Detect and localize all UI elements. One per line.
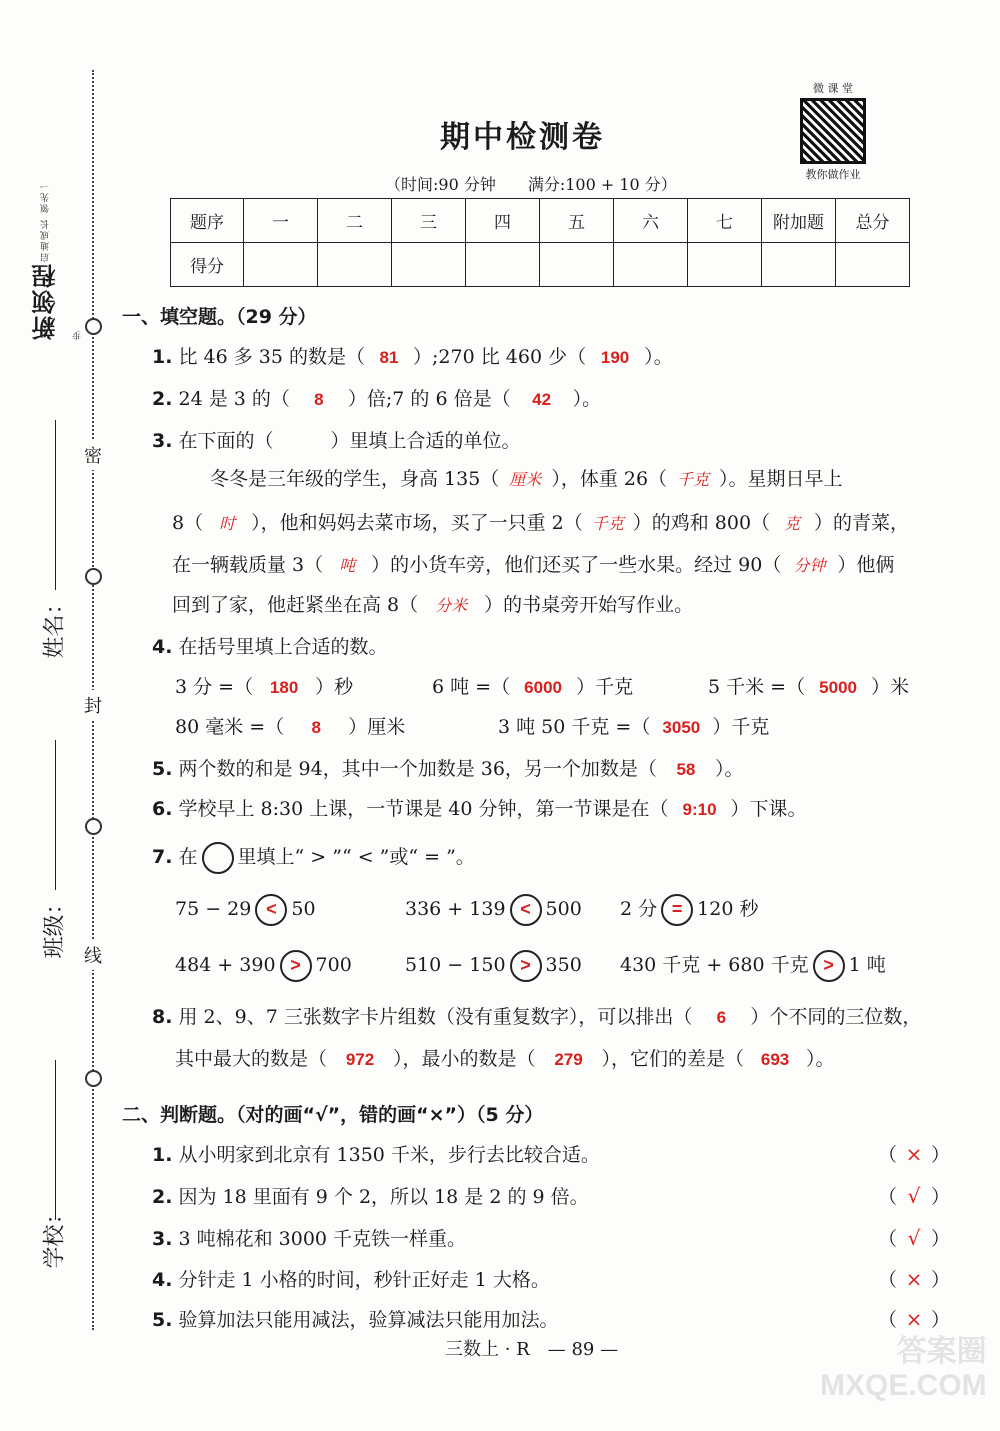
score-cell[interactable] xyxy=(540,243,614,287)
answer-blank[interactable]: 千克 xyxy=(591,514,624,533)
answer-blank[interactable]: 279 xyxy=(554,1050,583,1069)
compare-circle[interactable]: > xyxy=(813,950,845,982)
answer-blank[interactable]: 3050 xyxy=(662,718,701,737)
question-1-8: 8. 用 2、9、7 三张数字卡片组数（没有重复数字），可以排出（ 6 ）个不同的三位数， xyxy=(152,1006,922,1028)
score-header-cell: 总分 xyxy=(836,199,910,243)
answer-blank[interactable]: 190 xyxy=(600,348,630,367)
qr-code[interactable] xyxy=(800,80,866,181)
question-1-4: 4. 在括号里填上合适的数。 xyxy=(152,636,388,658)
answer-blank[interactable]: 5000 xyxy=(819,678,857,697)
page-title: 期中检测卷 xyxy=(440,120,605,155)
score-cell[interactable] xyxy=(688,243,762,287)
judge-answer: （ √ ） xyxy=(878,1226,951,1250)
answer-blank[interactable]: 693 xyxy=(760,1050,790,1069)
judge-mark[interactable]: × xyxy=(905,1267,923,1291)
judge-item: 3. 3 吨棉花和 3000 千克铁一样重。 xyxy=(152,1228,467,1250)
qr-code-icon xyxy=(800,98,866,164)
class-fill-line[interactable] xyxy=(55,740,56,890)
question-1-3-line2: 8（ 时 ），他和妈妈去菜市场，买了一只重 2（ 千克 ）的鸡和 800（ 克 ）的青菜， xyxy=(172,512,910,534)
binding-hole-4 xyxy=(85,1070,102,1087)
judge-mark[interactable]: × xyxy=(905,1142,923,1166)
compare-circle[interactable]: = xyxy=(661,894,693,926)
score-table xyxy=(170,198,910,287)
judge-mark[interactable]: √ xyxy=(907,1226,921,1250)
judge-answer: （ × ） xyxy=(878,1142,951,1166)
conversion-item: 6 吨 =（ 6000 ）千克 xyxy=(432,676,634,698)
answer-blank[interactable]: 81 xyxy=(379,348,399,367)
answer-blank[interactable]: 分钟 xyxy=(793,556,826,575)
answer-blank[interactable]: 分米 xyxy=(435,596,468,615)
compare-circle[interactable]: > xyxy=(510,950,542,982)
question-1-3-line3: 在一辆载质量 3（ 吨 ）的小货车旁，他们还买了一些水果。经过 90（ 分钟 ）他俩 xyxy=(172,554,895,576)
answer-blank[interactable]: 千克 xyxy=(677,470,710,489)
answer-blank[interactable]: 厘米 xyxy=(509,470,542,489)
answer-blank[interactable]: 时 xyxy=(219,514,236,533)
compare-circle[interactable]: > xyxy=(280,950,312,982)
score-header-cell: 题序 xyxy=(171,199,244,243)
score-header-cell: 二 xyxy=(318,199,392,243)
score-table-score-row xyxy=(171,243,910,287)
conversion-item: 3 吨 50 千克 =（ 3050 ）千克 xyxy=(498,716,770,738)
exam-info: （时间:90 分钟 满分:100 + 10 分） xyxy=(385,175,677,194)
score-cell[interactable] xyxy=(762,243,836,287)
page-footer: 三数上 · R — 89 — xyxy=(445,1339,619,1360)
question-1-2: 2. 24 是 3 的（ 8 ）倍;7 的 6 倍是（ 42 ）。 xyxy=(152,388,602,410)
question-1-6: 6. 学校早上 8:30 上课，一节课是 40 分钟，第一节课是在（ 9:10 ）下课。 xyxy=(152,798,807,820)
seal-char-xian: 线 xyxy=(84,940,102,970)
compare-item: 2 分 = 120 秒 xyxy=(620,894,758,926)
compare-item: 75 − 29 < 50 xyxy=(175,894,316,926)
answer-blank[interactable]: 972 xyxy=(345,1050,375,1069)
score-header-cell: 五 xyxy=(540,199,614,243)
qr-bottom-label: 教你做作业 xyxy=(805,168,861,181)
answer-blank[interactable]: 克 xyxy=(784,514,801,533)
score-cell[interactable] xyxy=(392,243,466,287)
compare-item: 336 + 139 < 500 xyxy=(405,894,582,926)
conversion-item: 3 分 =（ 180 ）秒 xyxy=(175,676,354,698)
answer-blank[interactable]: 58 xyxy=(676,760,696,779)
answer-blank[interactable]: 吨 xyxy=(339,556,356,575)
score-table-header-row xyxy=(171,199,910,243)
answer-blank[interactable]: 6 xyxy=(716,1008,727,1027)
watermark: 答案圈 MXQE.COM xyxy=(820,1335,987,1402)
section2-heading: 二、判断题。（对的画“√”，错的画“×”）（5 分） xyxy=(122,1104,544,1126)
brand-logo: 新领程启迪成长 领先一步 xyxy=(31,180,83,340)
question-1-7: 7. 在 里填上“ > ”“ < ”或“ = ”。 xyxy=(152,842,475,874)
score-row-label: 得分 xyxy=(171,243,244,287)
score-cell[interactable] xyxy=(318,243,392,287)
binding-hole-3 xyxy=(85,818,102,835)
score-header-cell: 一 xyxy=(244,199,318,243)
score-header-cell: 三 xyxy=(392,199,466,243)
compare-item: 430 千克 + 680 千克 > 1 吨 xyxy=(620,950,886,982)
answer-blank[interactable]: 180 xyxy=(269,678,299,697)
school-label: 学校： xyxy=(42,1202,68,1269)
answer-blank[interactable]: 8 xyxy=(314,390,324,409)
binding-hole-2 xyxy=(85,568,102,585)
judge-answer: （ √ ） xyxy=(878,1184,951,1208)
question-1-3-line1: 冬冬是三年级的学生，身高 135（ 厘米 ），体重 26（ 千克 ）。星期日早上 xyxy=(210,468,843,490)
judge-item: 2. 因为 18 里面有 9 个 2，所以 18 是 2 的 9 倍。 xyxy=(152,1186,589,1208)
answer-blank[interactable]: 42 xyxy=(532,390,552,409)
page-number: — 89 — xyxy=(547,1339,619,1360)
conversion-item: 80 毫米 =（ 8 ）厘米 xyxy=(175,716,406,738)
judge-answer: （ × ） xyxy=(878,1267,951,1291)
answer-blank[interactable]: 8 xyxy=(311,718,321,737)
question-1-5: 5. 两个数的和是 94，其中一个加数是 36，另一个加数是（ 58 ）。 xyxy=(152,758,744,780)
conversion-item: 5 千米 =（ 5000 ）米 xyxy=(708,676,910,698)
answer-blank[interactable]: 9:10 xyxy=(682,800,717,819)
circle-icon xyxy=(202,842,234,874)
question-1-1: 1. 比 46 多 35 的数是（ 81 ）;270 比 460 少（ 190 ）。 xyxy=(152,346,673,368)
judge-answer: （ × ） xyxy=(878,1307,951,1331)
compare-item: 510 − 150 > 350 xyxy=(405,950,582,982)
school-fill-line[interactable] xyxy=(55,1060,56,1220)
judge-mark[interactable]: × xyxy=(905,1307,923,1331)
judge-item: 4. 分针走 1 小格的时间，秒针正好走 1 大格。 xyxy=(152,1269,550,1291)
score-cell[interactable] xyxy=(466,243,540,287)
score-header-cell: 七 xyxy=(688,199,762,243)
compare-item: 484 + 390 > 700 xyxy=(175,950,352,982)
score-header-cell: 附加题 xyxy=(762,199,836,243)
seal-char-feng: 封 xyxy=(84,690,102,720)
qr-top-label: 微 课 堂 xyxy=(813,82,853,95)
class-label: 班级： xyxy=(42,892,68,959)
answer-blank[interactable]: 6000 xyxy=(524,678,562,697)
score-cell[interactable] xyxy=(836,243,910,287)
judge-item: 5. 验算加法只能用减法，验算减法只能用加法。 xyxy=(152,1309,559,1331)
compare-circle[interactable]: < xyxy=(510,894,542,926)
seal-char-mi: 密 xyxy=(84,440,102,470)
name-label: 姓名： xyxy=(42,592,68,659)
judge-mark[interactable]: √ xyxy=(907,1184,921,1208)
section1-heading: 一、填空题。（29 分） xyxy=(122,306,317,328)
score-header-cell: 四 xyxy=(466,199,540,243)
question-1-3: 3. 在下面的（ ）里填上合适的单位。 xyxy=(152,430,521,452)
name-fill-line[interactable] xyxy=(55,420,56,590)
score-cell[interactable] xyxy=(244,243,318,287)
judge-item: 1. 从小明家到北京有 1350 千米，步行去比较合适。 xyxy=(152,1144,600,1166)
question-1-3-line4: 回到了家，他赶紧坐在高 8（ 分米 ）的书桌旁开始写作业。 xyxy=(172,594,694,616)
score-cell[interactable] xyxy=(614,243,688,287)
score-header-cell: 六 xyxy=(614,199,688,243)
compare-circle[interactable]: < xyxy=(255,894,287,926)
question-1-8-line2: 其中最大的数是（ 972 ），最小的数是（ 279 ），它们的差是（ 693 ）。 xyxy=(175,1048,835,1070)
